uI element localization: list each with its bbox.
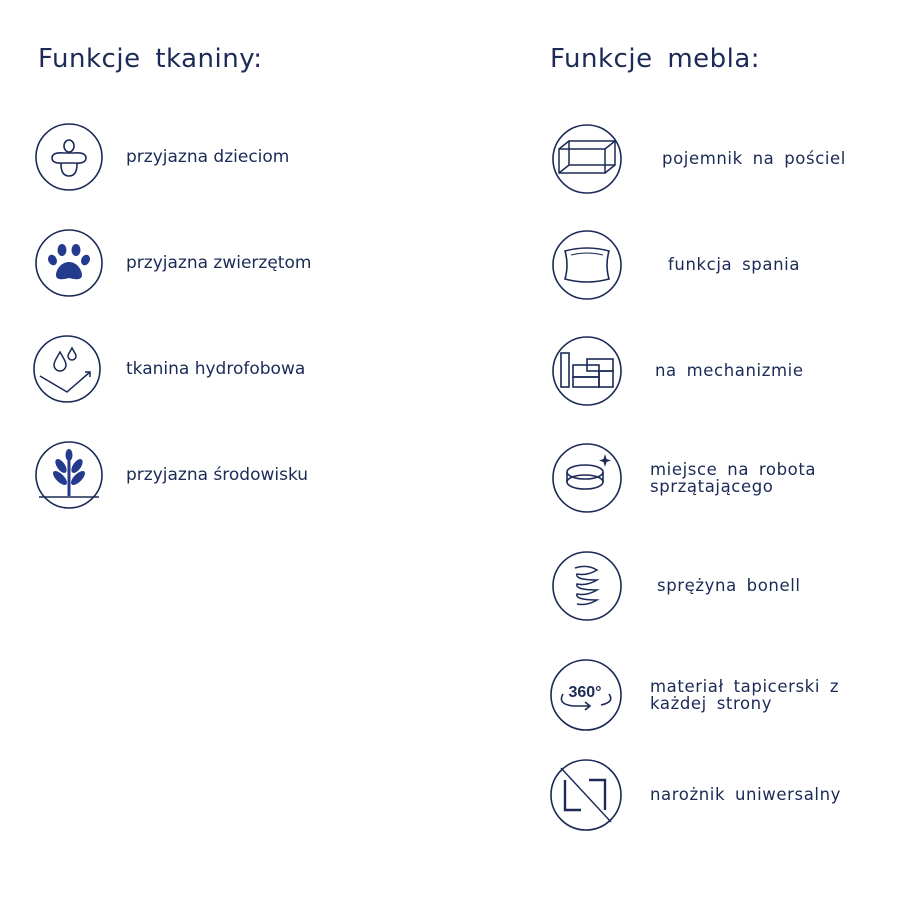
- fabric-heading: Funkcje tkaniny:: [38, 44, 263, 74]
- feature-label: tkanina hydrofobowa: [126, 359, 306, 379]
- feature-label: przyjazna dzieciom: [126, 147, 290, 167]
- feature-label: materiał tapicerski z każdej strony: [650, 677, 840, 713]
- rotation-360-icon: [549, 658, 623, 732]
- corner-sofa-icon: [549, 758, 623, 832]
- furniture-feature-upholstery-all-sides: [549, 658, 860, 732]
- furniture-feature-sleeping: [551, 229, 800, 301]
- furniture-feature-robot-space: [551, 442, 850, 514]
- robot-vacuum-icon: [551, 442, 623, 514]
- fabric-feature-child-friendly: [34, 122, 289, 192]
- fabric-feature-pet-friendly: [34, 228, 311, 298]
- fabric-feature-eco-friendly: [34, 440, 308, 510]
- storage-box-icon: [551, 123, 623, 195]
- pillow-icon: [551, 229, 623, 301]
- furniture-feature-mechanism: [551, 335, 804, 407]
- furniture-feature-bonell-spring: [551, 550, 801, 622]
- furniture-feature-bedding-storage: [551, 123, 846, 195]
- mechanism-icon: [551, 335, 623, 407]
- feature-label: funkcja spania: [668, 255, 801, 274]
- furniture-heading: Funkcje mebla:: [550, 44, 761, 74]
- feature-label: przyjazna zwierzętom: [126, 253, 312, 273]
- feature-label: sprężyna bonell: [657, 576, 801, 595]
- feature-label: przyjazna środowisku: [126, 465, 309, 485]
- feature-label: miejsce na robota sprzątającego: [650, 460, 817, 496]
- feature-label: narożnik uniwersalny: [650, 785, 842, 804]
- water-drops-icon: [32, 334, 102, 404]
- plant-icon: [34, 440, 104, 510]
- paw-icon: [34, 228, 104, 298]
- fabric-feature-hydrophobic: [32, 334, 305, 404]
- pacifier-icon: [34, 122, 104, 192]
- rotation-360-badge: 360°: [568, 684, 602, 701]
- spring-icon: [551, 550, 623, 622]
- feature-label: na mechanizmie: [655, 361, 804, 380]
- furniture-feature-universal-corner: [549, 758, 841, 832]
- feature-label: pojemnik na pościel: [662, 149, 846, 168]
